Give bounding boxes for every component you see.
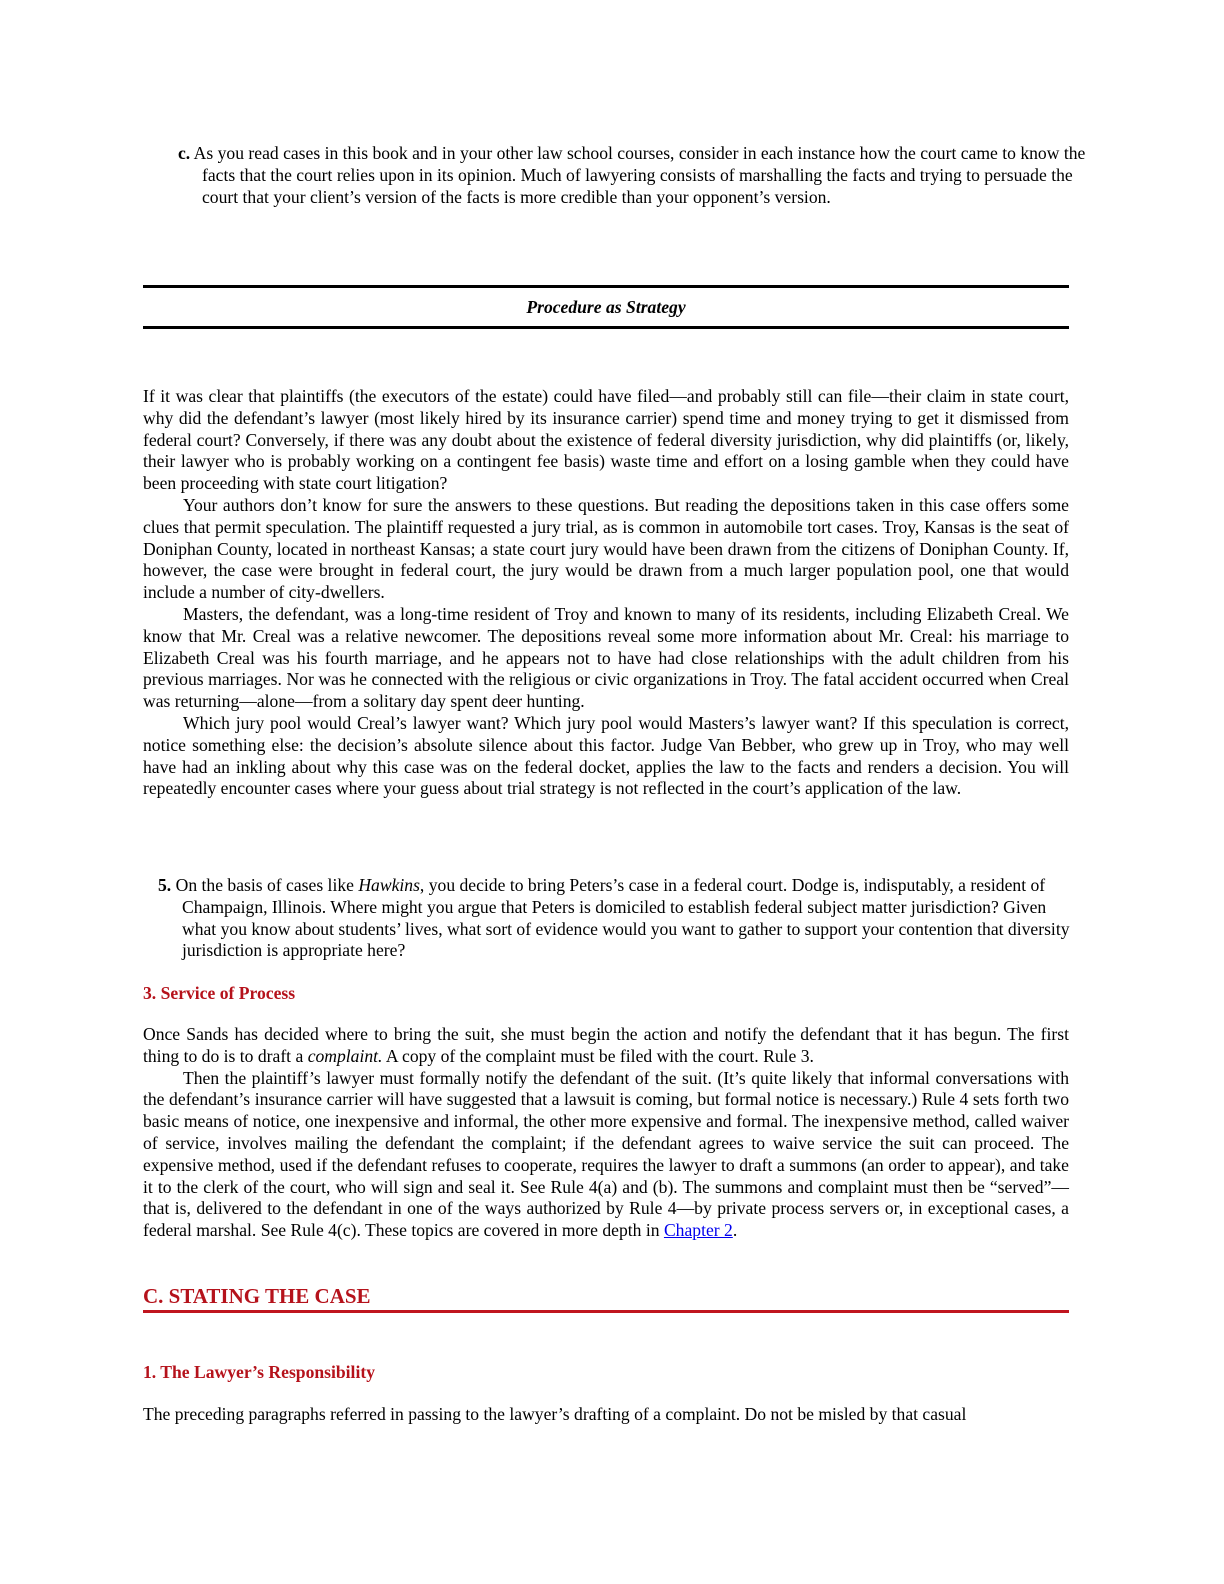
note-5-text: On the basis of cases like bbox=[175, 875, 359, 895]
note-c-text: As you read cases in this book and in your other law school courses, consider in each instance how the court came to know the facts that the court relies upon in its opinion. Much of lawyering consists of marshalling the facts and trying to persuade the court that your client’s version of the facts is more credible than your opponent’s version. bbox=[193, 143, 1086, 207]
chapter-2-link[interactable]: Chapter 2 bbox=[663, 1220, 733, 1241]
responsibility-heading: 1. The Lawyer’s Responsibility bbox=[143, 1362, 375, 1382]
service-paragraph bbox=[143, 1024, 1069, 1068]
responsibility-body bbox=[143, 1404, 1069, 1426]
box-paragraph: If it was clear that plaintiffs (the executors of the estate) could have filed—and probably still can file—their claim in state court, why did the defendant’s lawyer (most likely hired by its insurance carrier) spend time and money trying to get it dismissed from federal court? Conversely, if there was any doubt about the existence of federal diversity jurisdiction, why did plaintiffs (or, likely, their lawyer who is probably working on a contingent fee basis) waste time and effort on a losing gamble when they could have been proceeding with state court litigation? bbox=[143, 386, 1069, 494]
box-body bbox=[143, 386, 1069, 800]
note-5 bbox=[158, 875, 1082, 962]
section-c-rule bbox=[143, 1310, 1069, 1313]
term-complaint: complaint. bbox=[307, 1045, 383, 1066]
note-c bbox=[178, 143, 1090, 208]
box-title-rule bbox=[143, 326, 1069, 329]
service-p2-text: Then the plaintiff’s lawyer must formally notify the defendant of the suit. (It’s quite likely that informal conversations with the defendant’s insurance carrier will have suggested that a lawsuit is coming, but formal notice is necessary.) Rule 4 sets forth two basic means of notice, one inexpensive and informal, the other more expensive and formal. The inexpensive method, called waiver of service, involves mailing the defendant the complaint; if the defendant agrees to waive service the suit can proceed. The expensive method, used if the defendant refuses to cooperate, requires the lawyer to draft a summons (an order to appear), and take it to the clerk of the court, who will sign and seal it. See Rule 4(a) and (b). The summons and complaint must then be “served”—that is, delivered to the defendant in one of the ways authorized by Rule 4—by private process servers or, in exceptional cases, a federal marshal. See Rule 4(c). These topics are covered in more depth in bbox=[143, 1067, 1069, 1241]
note-5-label: 5. bbox=[158, 875, 172, 895]
service-body bbox=[143, 1024, 1069, 1242]
service-p1-text: Once Sands has decided where to bring the suit, she must begin the action and notify the defendant that it has begun. The first thing to do is to draft a bbox=[143, 1024, 1069, 1066]
box-top-rule bbox=[143, 285, 1069, 288]
box-title: Procedure as Strategy bbox=[526, 297, 686, 317]
note-c-label: c. bbox=[178, 143, 191, 163]
responsibility-paragraph: The preceding paragraphs referred in passing to the lawyer’s drafting of a complaint. Do not be misled by that casual bbox=[143, 1404, 967, 1424]
box-paragraph: Masters, the defendant, was a long-time resident of Troy and known to many of its residents, including Elizabeth Creal. We know that Mr. Creal was a relative newcomer. The depositions reveal some more information about Mr. Creal: his marriage to Elizabeth Creal was his fourth marriage, and he appears not to have had close relationships with the adult children from his previous marriages. Nor was he connected with the religious or civic organizations in Troy. The fatal accident occurred when Creal was returning—alone—from a solitary day spent deer hunting. bbox=[143, 603, 1069, 712]
service-p1-text-cont: A copy of the complaint must be filed with the court. Rule 3. bbox=[382, 1045, 814, 1066]
box-paragraph: Which jury pool would Creal’s lawyer want? Which jury pool would Masters’s lawyer want? If this speculation is correct, notice something else: the decision’s absolute silence about this factor. Judge Van Bebber, who grew up in Troy, who may well have had an inkling about why this case was on the federal docket, applies the law to the facts and renders a decision. You will repeatedly encounter cases where your guess about trial strategy is not reflected in the court’s application of the law. bbox=[143, 712, 1069, 799]
note-5-text-cont: , you decide to bring Peters’s case in a federal court. Dodge is, indisputably, a resident of Champaign, Illinois. Where might you argue that Peters is domiciled to establish federal subject matter jurisdiction? Given what you know about students’ lives, what sort of evidence would you want to gather to support your contention that diversity jurisdiction is appropriate here? bbox=[182, 875, 1070, 961]
case-name-hawkins: Hawkins bbox=[358, 875, 420, 895]
service-paragraph bbox=[143, 1068, 1069, 1242]
service-p2-text-cont: . bbox=[732, 1220, 738, 1241]
box-paragraph: Your authors don’t know for sure the answers to these questions. But reading the depositions taken in this case offers some clues that permit speculation. The plaintiff requested a jury trial, as is common in automobile tort cases. Troy, Kansas is the seat of Doniphan County, located in northeast Kansas; a state court jury would have been drawn from the citizens of Doniphan County. If, however, the case were brought in federal court, the jury would be drawn from a much larger population pool, one that would include a number of city-dwellers. bbox=[143, 494, 1069, 603]
section-c-heading: C. STATING THE CASE bbox=[143, 1284, 371, 1308]
service-heading: 3. Service of Process bbox=[143, 983, 296, 1003]
